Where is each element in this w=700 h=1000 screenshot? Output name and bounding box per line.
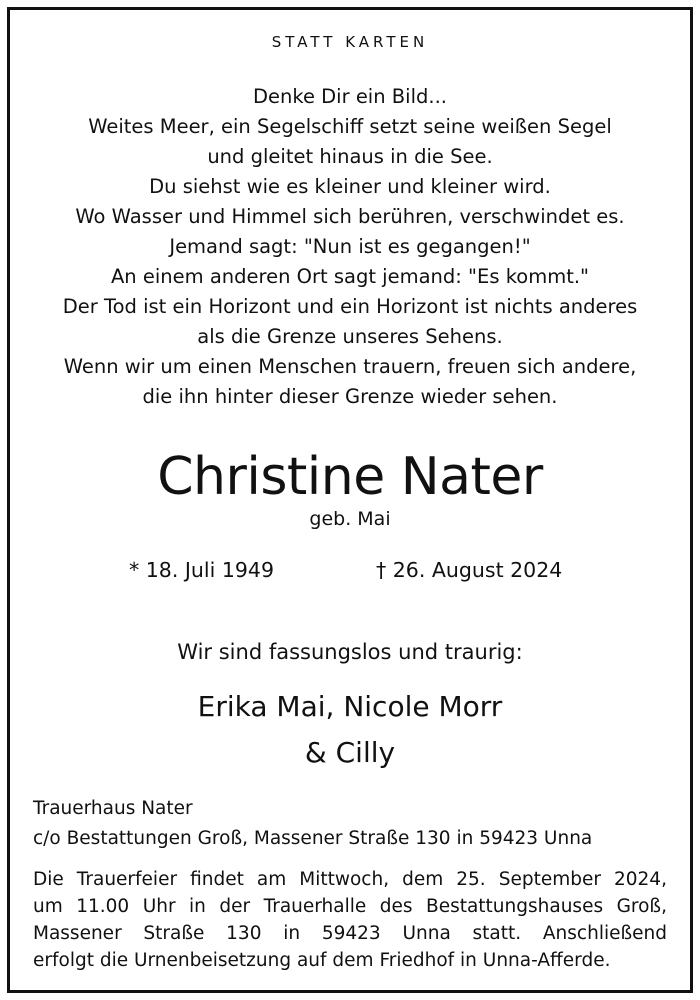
service-word: September: [498, 869, 601, 890]
poem-line: An einem anderen Ort sagt jemand: "Es kommt.": [110, 265, 590, 288]
service-word: Anschließend: [542, 923, 667, 944]
birth-date: * 18. Juli 1949: [129, 558, 275, 582]
service-word: findet: [190, 869, 244, 890]
poem-line: die ihn hinter dieser Grenze wieder sehen.: [142, 385, 558, 408]
service-word: in: [189, 896, 206, 917]
service-word: 11.00: [76, 896, 130, 917]
service-word: Bestattungshauses: [426, 896, 604, 917]
poem-line: und gleitet hinaus in die See.: [207, 145, 493, 168]
poem-line: Denke Dir ein Bild...: [253, 85, 447, 108]
service-word: statt.: [472, 923, 522, 944]
poem-line: Der Tod ist ein Horizont und ein Horizont ist nichts anderes: [62, 295, 638, 318]
service-word: Die: [33, 869, 64, 890]
service-word: in: [283, 923, 301, 944]
service-word: des: [379, 896, 413, 917]
poem-line: Weites Meer, ein Segelschiff setzt seine weißen Segel: [88, 115, 612, 138]
poem-line: Wenn wir um einen Menschen trauern, freuen sich andere,: [63, 355, 637, 378]
service-word: Trauerfeier: [76, 869, 178, 890]
maiden-name: geb. Mai: [309, 508, 391, 530]
address-line: Trauerhaus Nater: [33, 798, 193, 819]
service-word: 130: [226, 923, 262, 944]
poem: [0, 82, 700, 412]
service-word: Uhr: [142, 896, 176, 917]
poem-line: Du siehst wie es kleiner und kleiner wird.: [149, 175, 551, 198]
poem-line: Jemand sagt: "Nun ist es gegangen!": [169, 235, 531, 258]
service-word: Mittwoch,: [299, 869, 390, 890]
service-word: 2024,: [613, 869, 667, 890]
service-word: 25.: [456, 869, 486, 890]
service-line: [33, 893, 667, 920]
service-word: Unna: [402, 923, 451, 944]
service-word: Straße: [143, 923, 205, 944]
service-word: Trauerhalle: [263, 896, 367, 917]
deceased-name: Christine Nater: [157, 447, 543, 507]
death-date: † 26. August 2024: [376, 558, 563, 582]
service-word: 59423: [321, 923, 381, 944]
service-word: der: [219, 896, 251, 917]
poem-line: Wo Wasser und Himmel sich berühren, verschwindet es.: [75, 205, 625, 228]
life-dates: [0, 558, 700, 588]
service-line: erfolgt die Urnenbeisetzung auf dem Friedhof in Unna-Afferde.: [33, 950, 611, 971]
service-word: Massener: [33, 923, 122, 944]
poem-line: als die Grenze unseres Sehens.: [197, 325, 503, 348]
mourners-intro: Wir sind fassungslos und traurig:: [177, 640, 523, 664]
service-word: um: [33, 896, 63, 917]
service-info: [33, 866, 667, 974]
address-line: c/o Bestattungen Groß, Massener Straße 130 in 59423 Unna: [33, 828, 593, 849]
service-word: am: [256, 869, 287, 890]
service-word: Groß,: [616, 896, 667, 917]
service-line: [33, 920, 667, 947]
mourning-address: [33, 794, 673, 854]
mourners-names: Erika Mai, Nicole Morr: [197, 690, 503, 723]
service-word: dem: [402, 869, 444, 890]
mourners-names-2: & Cilly: [304, 736, 396, 769]
notice-header: STATT KARTEN: [271, 33, 429, 51]
service-line: [33, 866, 667, 893]
